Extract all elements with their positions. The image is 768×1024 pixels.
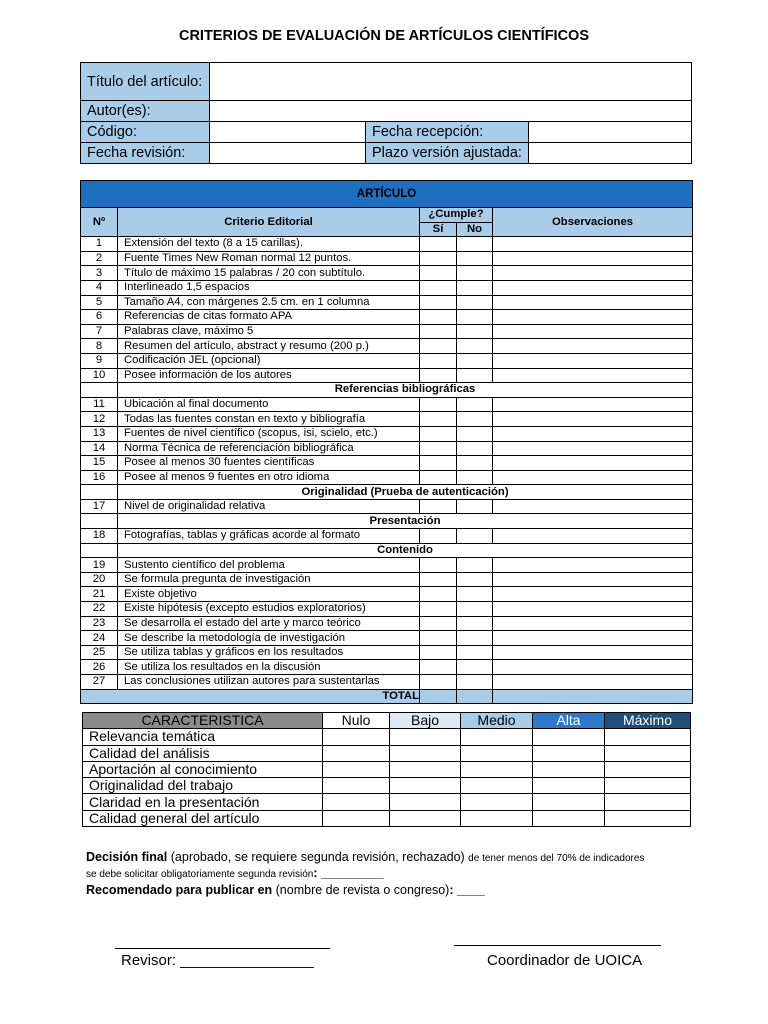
criteria-text: Fuente Times New Roman normal 12 puntos. bbox=[118, 251, 420, 266]
decision-final-text bbox=[86, 850, 696, 882]
criteria-number: 14 bbox=[81, 441, 118, 456]
no-cell[interactable] bbox=[457, 602, 493, 617]
criteria-number: 7 bbox=[81, 324, 118, 339]
observaciones-cell[interactable] bbox=[493, 602, 693, 617]
observaciones-cell[interactable] bbox=[493, 587, 693, 602]
criteria-text: Las conclusiones utilizan autores para sustentarlas bbox=[118, 675, 420, 690]
criteria-number: 8 bbox=[81, 339, 118, 354]
criteria-text: Existe objetivo bbox=[118, 587, 420, 602]
section-row bbox=[81, 485, 693, 500]
si-cell[interactable] bbox=[420, 558, 457, 573]
alta-cell[interactable] bbox=[533, 761, 605, 777]
criteria-number: 10 bbox=[81, 368, 118, 383]
plazo-field[interactable] bbox=[529, 143, 692, 164]
characteristic-label: Calidad general del artículo bbox=[83, 810, 323, 826]
no-cell[interactable] bbox=[457, 397, 493, 412]
no-cell[interactable] bbox=[457, 324, 493, 339]
criteria-text: Referencias de citas formato APA bbox=[118, 310, 420, 325]
criteria-row bbox=[81, 675, 693, 690]
bajo-cell[interactable] bbox=[390, 778, 461, 794]
criteria-number: 5 bbox=[81, 295, 118, 310]
characteristics-body bbox=[83, 729, 691, 827]
criteria-text: Todas las fuentes constan en texto y bibliografía bbox=[118, 412, 420, 427]
criteria-row bbox=[81, 295, 693, 310]
si-cell[interactable] bbox=[420, 499, 457, 514]
fecha-recepcion-field[interactable] bbox=[529, 122, 692, 143]
criteria-row bbox=[81, 645, 693, 660]
si-cell[interactable] bbox=[420, 529, 457, 544]
observaciones-cell[interactable] bbox=[493, 499, 693, 514]
criteria-row bbox=[81, 237, 693, 252]
criteria-row bbox=[81, 280, 693, 295]
criteria-number: 1 bbox=[81, 237, 118, 252]
characteristic-row bbox=[83, 778, 691, 794]
col-num-header: Nº bbox=[81, 208, 118, 237]
criteria-text: Se formula pregunta de investigación bbox=[118, 572, 420, 587]
observaciones-cell[interactable] bbox=[493, 470, 693, 485]
si-cell[interactable] bbox=[420, 631, 457, 646]
characteristic-row bbox=[83, 810, 691, 826]
criteria-text: Norma Técnica de referenciación bibliográfica bbox=[118, 441, 420, 456]
criteria-text: Palabras clave, máximo 5 bbox=[118, 324, 420, 339]
medio-cell[interactable] bbox=[461, 745, 533, 761]
nulo-cell[interactable] bbox=[323, 729, 390, 745]
observaciones-cell[interactable] bbox=[493, 660, 693, 675]
section-row bbox=[81, 514, 693, 529]
observaciones-cell[interactable] bbox=[493, 266, 693, 281]
no-cell[interactable] bbox=[457, 572, 493, 587]
si-cell[interactable] bbox=[420, 616, 457, 631]
criteria-number: 24 bbox=[81, 631, 118, 646]
decision-label: Decisión final bbox=[86, 850, 168, 864]
criteria-number: 11 bbox=[81, 397, 118, 412]
criteria-row bbox=[81, 412, 693, 427]
bajo-cell[interactable] bbox=[390, 761, 461, 777]
bajo-cell[interactable] bbox=[390, 794, 461, 810]
criteria-body bbox=[81, 237, 693, 689]
characteristics-table bbox=[82, 712, 691, 827]
col-no-header: No bbox=[457, 222, 493, 237]
criteria-text: Nivel de originalidad relativa bbox=[118, 499, 420, 514]
observaciones-cell[interactable] bbox=[493, 310, 693, 325]
bajo-header: Bajo bbox=[390, 713, 461, 729]
criteria-text: Posee al menos 30 fuentes científicas bbox=[118, 456, 420, 471]
criteria-text: Fuentes de nivel científico (scopus, isi, scielo, etc.) bbox=[118, 426, 420, 441]
observaciones-cell[interactable] bbox=[493, 675, 693, 690]
criteria-text: Se utiliza los resultados en la discusión bbox=[118, 660, 420, 675]
criteria-text: Título de máximo 15 palabras / 20 con subtítulo. bbox=[118, 266, 420, 281]
col-observaciones-header: Observaciones bbox=[493, 208, 693, 237]
observaciones-cell[interactable] bbox=[493, 412, 693, 427]
criteria-row bbox=[81, 310, 693, 325]
si-cell[interactable] bbox=[420, 324, 457, 339]
revisor-label: Revisor: ________________ bbox=[121, 952, 314, 969]
criteria-number: 17 bbox=[81, 499, 118, 514]
articulo-banner: ARTÍCULO bbox=[81, 181, 693, 208]
section-num-cell bbox=[81, 543, 118, 558]
no-cell[interactable] bbox=[457, 456, 493, 471]
criteria-number: 6 bbox=[81, 310, 118, 325]
no-cell[interactable] bbox=[457, 645, 493, 660]
decision-options: (aprobado, se requiere segunda revisión, rechazado) bbox=[167, 850, 469, 864]
observaciones-cell[interactable] bbox=[493, 441, 693, 456]
medio-cell[interactable] bbox=[461, 794, 533, 810]
recomendado-label: Recomendado para publicar en bbox=[86, 883, 273, 897]
col-cumple-header: ¿Cumple? bbox=[420, 208, 493, 223]
si-cell[interactable] bbox=[420, 441, 457, 456]
codigo-field[interactable] bbox=[210, 122, 366, 143]
criteria-text: Extensión del texto (8 a 15 carillas). bbox=[118, 237, 420, 252]
observaciones-cell[interactable] bbox=[493, 237, 693, 252]
observaciones-cell[interactable] bbox=[493, 529, 693, 544]
total-label: TOTAL bbox=[81, 689, 420, 704]
criteria-text: Codificación JEL (opcional) bbox=[118, 353, 420, 368]
criteria-text: Posee al menos 9 fuentes en otro idioma bbox=[118, 470, 420, 485]
criteria-row bbox=[81, 470, 693, 485]
nulo-header: Nulo bbox=[323, 713, 390, 729]
no-cell[interactable] bbox=[457, 237, 493, 252]
si-cell[interactable] bbox=[420, 368, 457, 383]
recomendado-blank[interactable]: : ____ bbox=[449, 883, 485, 897]
coordinador-label: Coordinador de UOICA bbox=[487, 952, 643, 969]
criteria-row bbox=[81, 368, 693, 383]
observaciones-cell[interactable] bbox=[493, 295, 693, 310]
observaciones-cell[interactable] bbox=[493, 324, 693, 339]
characteristic-row bbox=[83, 794, 691, 810]
titulo-label: Título del artículo: bbox=[81, 63, 210, 101]
no-cell[interactable] bbox=[457, 280, 493, 295]
si-cell[interactable] bbox=[420, 456, 457, 471]
col-si-header: Sí bbox=[420, 222, 457, 237]
si-cell[interactable] bbox=[420, 237, 457, 252]
titulo-field[interactable] bbox=[210, 63, 692, 101]
alta-cell[interactable] bbox=[533, 745, 605, 761]
no-cell[interactable] bbox=[457, 660, 493, 675]
characteristic-row bbox=[83, 745, 691, 761]
si-cell[interactable] bbox=[420, 397, 457, 412]
criteria-number: 15 bbox=[81, 456, 118, 471]
criteria-text: Se desarrolla el estado del arte y marco teórico bbox=[118, 616, 420, 631]
no-cell[interactable] bbox=[457, 426, 493, 441]
no-cell[interactable] bbox=[457, 470, 493, 485]
criteria-row bbox=[81, 441, 693, 456]
alta-cell[interactable] bbox=[533, 810, 605, 826]
no-cell[interactable] bbox=[457, 353, 493, 368]
no-cell[interactable] bbox=[457, 295, 493, 310]
criteria-row bbox=[81, 558, 693, 573]
criteria-text: Resumen del artículo, abstract y resumo (200 p.) bbox=[118, 339, 420, 354]
criteria-number: 13 bbox=[81, 426, 118, 441]
criteria-row bbox=[81, 631, 693, 646]
criteria-text: Tamaño A4, con márgenes 2.5 cm. en 1 columna bbox=[118, 295, 420, 310]
criteria-number: 26 bbox=[81, 660, 118, 675]
observaciones-cell[interactable] bbox=[493, 368, 693, 383]
autores-label: Autor(es): bbox=[81, 101, 210, 122]
decision-note-2: se debe solicitar obligatoriamente segunda revisión bbox=[86, 869, 314, 880]
recomendado-text bbox=[86, 883, 485, 897]
criteria-number: 25 bbox=[81, 645, 118, 660]
observaciones-cell[interactable] bbox=[493, 426, 693, 441]
criteria-number: 23 bbox=[81, 616, 118, 631]
alta-cell[interactable] bbox=[533, 778, 605, 794]
si-cell[interactable] bbox=[420, 310, 457, 325]
characteristic-label: Calidad del análisis bbox=[83, 745, 323, 761]
observaciones-cell[interactable] bbox=[493, 353, 693, 368]
criteria-number: 18 bbox=[81, 529, 118, 544]
nulo-cell[interactable] bbox=[323, 778, 390, 794]
no-cell[interactable] bbox=[457, 587, 493, 602]
col-criterio-header: Criterio Editorial bbox=[118, 208, 420, 237]
section-title: Contenido bbox=[118, 543, 693, 558]
criteria-table bbox=[80, 180, 693, 704]
maximo-cell[interactable] bbox=[605, 729, 691, 745]
criteria-number: 3 bbox=[81, 266, 118, 281]
no-cell[interactable] bbox=[457, 251, 493, 266]
medio-cell[interactable] bbox=[461, 778, 533, 794]
si-cell[interactable] bbox=[420, 339, 457, 354]
total-si-cell[interactable] bbox=[420, 689, 457, 704]
si-cell[interactable] bbox=[420, 295, 457, 310]
characteristic-label: Originalidad del trabajo bbox=[83, 778, 323, 794]
section-title: Originalidad (Prueba de autenticación) bbox=[118, 485, 693, 500]
section-num-cell bbox=[81, 514, 118, 529]
si-cell[interactable] bbox=[420, 470, 457, 485]
bajo-cell[interactable] bbox=[390, 729, 461, 745]
criteria-row bbox=[81, 397, 693, 412]
criteria-text: Ubicación al final documento bbox=[118, 397, 420, 412]
no-cell[interactable] bbox=[457, 266, 493, 281]
characteristic-label: Relevancia temática bbox=[83, 729, 323, 745]
no-cell[interactable] bbox=[457, 631, 493, 646]
criteria-number: 12 bbox=[81, 412, 118, 427]
criteria-number: 19 bbox=[81, 558, 118, 573]
criteria-number: 27 bbox=[81, 675, 118, 690]
maximo-cell[interactable] bbox=[605, 761, 691, 777]
observaciones-cell[interactable] bbox=[493, 456, 693, 471]
criteria-row bbox=[81, 529, 693, 544]
criteria-row bbox=[81, 616, 693, 631]
criteria-row bbox=[81, 456, 693, 471]
characteristic-label: Aportación al conocimiento bbox=[83, 761, 323, 777]
characteristic-row bbox=[83, 729, 691, 745]
criteria-row bbox=[81, 426, 693, 441]
nulo-cell[interactable] bbox=[323, 794, 390, 810]
criteria-text: Sustento científico del problema bbox=[118, 558, 420, 573]
section-title: Presentación bbox=[118, 514, 693, 529]
si-cell[interactable] bbox=[420, 251, 457, 266]
coordinador-signature-line bbox=[454, 945, 661, 946]
criteria-number: 21 bbox=[81, 587, 118, 602]
maximo-cell[interactable] bbox=[605, 794, 691, 810]
plazo-label: Plazo versión ajustada: bbox=[366, 143, 529, 164]
maximo-cell[interactable] bbox=[605, 778, 691, 794]
nulo-cell[interactable] bbox=[323, 810, 390, 826]
section-num-cell bbox=[81, 485, 118, 500]
criteria-number: 22 bbox=[81, 602, 118, 617]
bajo-cell[interactable] bbox=[390, 745, 461, 761]
no-cell[interactable] bbox=[457, 529, 493, 544]
si-cell[interactable] bbox=[420, 572, 457, 587]
criteria-number: 9 bbox=[81, 353, 118, 368]
criteria-text: Existe hipótesis (excepto estudios exploratorios) bbox=[118, 602, 420, 617]
no-cell[interactable] bbox=[457, 412, 493, 427]
observaciones-cell[interactable] bbox=[493, 645, 693, 660]
maximo-cell[interactable] bbox=[605, 745, 691, 761]
observaciones-cell[interactable] bbox=[493, 572, 693, 587]
page-title: CRITERIOS DE EVALUACIÓN DE ARTÍCULOS CIENTÍFICOS bbox=[178, 28, 590, 44]
criteria-row bbox=[81, 251, 693, 266]
total-observaciones-cell[interactable] bbox=[493, 689, 693, 704]
alta-cell[interactable] bbox=[533, 729, 605, 745]
alta-cell[interactable] bbox=[533, 794, 605, 810]
observaciones-cell[interactable] bbox=[493, 558, 693, 573]
codigo-label: Código: bbox=[81, 122, 210, 143]
total-row bbox=[81, 689, 693, 704]
criteria-row bbox=[81, 353, 693, 368]
no-cell[interactable] bbox=[457, 339, 493, 354]
section-row bbox=[81, 383, 693, 398]
no-cell[interactable] bbox=[457, 368, 493, 383]
si-cell[interactable] bbox=[420, 587, 457, 602]
no-cell[interactable] bbox=[457, 675, 493, 690]
si-cell[interactable] bbox=[420, 602, 457, 617]
observaciones-cell[interactable] bbox=[493, 397, 693, 412]
decision-blank[interactable]: : _________ bbox=[313, 866, 384, 880]
article-info-table bbox=[80, 62, 692, 164]
nulo-cell[interactable] bbox=[323, 745, 390, 761]
medio-header: Medio bbox=[461, 713, 533, 729]
autores-field[interactable] bbox=[210, 101, 692, 122]
si-cell[interactable] bbox=[420, 412, 457, 427]
fecha-revision-field[interactable] bbox=[210, 143, 366, 164]
si-cell[interactable] bbox=[420, 645, 457, 660]
caracteristica-header: CARACTERISTICA bbox=[83, 713, 323, 729]
fecha-recepcion-label: Fecha recepción: bbox=[366, 122, 529, 143]
si-cell[interactable] bbox=[420, 353, 457, 368]
maximo-cell[interactable] bbox=[605, 810, 691, 826]
section-title: Referencias bibliográficas bbox=[118, 383, 693, 398]
criteria-row bbox=[81, 587, 693, 602]
medio-cell[interactable] bbox=[461, 729, 533, 745]
revisor-signature-line bbox=[115, 948, 330, 949]
maximo-header: Máximo bbox=[605, 713, 691, 729]
alta-header: Alta bbox=[533, 713, 605, 729]
si-cell[interactable] bbox=[420, 266, 457, 281]
criteria-row bbox=[81, 324, 693, 339]
criteria-text: Se describe la metodología de investigación bbox=[118, 631, 420, 646]
criteria-number: 20 bbox=[81, 572, 118, 587]
no-cell[interactable] bbox=[457, 499, 493, 514]
medio-cell[interactable] bbox=[461, 810, 533, 826]
decision-note-1: de tener menos del 70% de indicadores bbox=[468, 853, 645, 864]
no-cell[interactable] bbox=[457, 310, 493, 325]
criteria-row bbox=[81, 602, 693, 617]
si-cell[interactable] bbox=[420, 426, 457, 441]
criteria-text: Interlineado 1,5 espacios bbox=[118, 280, 420, 295]
observaciones-cell[interactable] bbox=[493, 616, 693, 631]
no-cell[interactable] bbox=[457, 616, 493, 631]
si-cell[interactable] bbox=[420, 675, 457, 690]
observaciones-cell[interactable] bbox=[493, 631, 693, 646]
no-cell[interactable] bbox=[457, 558, 493, 573]
section-row bbox=[81, 543, 693, 558]
criteria-text: Se utiliza tablas y gráficos en los resultados bbox=[118, 645, 420, 660]
criteria-row bbox=[81, 660, 693, 675]
section-num-cell bbox=[81, 383, 118, 398]
criteria-number: 2 bbox=[81, 251, 118, 266]
characteristic-label: Claridad en la presentación bbox=[83, 794, 323, 810]
nulo-cell[interactable] bbox=[323, 761, 390, 777]
si-cell[interactable] bbox=[420, 660, 457, 675]
criteria-row bbox=[81, 499, 693, 514]
observaciones-cell[interactable] bbox=[493, 280, 693, 295]
criteria-row bbox=[81, 339, 693, 354]
recomendado-options: (nombre de revista o congreso) bbox=[272, 883, 450, 897]
criteria-row bbox=[81, 266, 693, 281]
bajo-cell[interactable] bbox=[390, 810, 461, 826]
observaciones-cell[interactable] bbox=[493, 251, 693, 266]
no-cell[interactable] bbox=[457, 441, 493, 456]
characteristic-row bbox=[83, 761, 691, 777]
criteria-row bbox=[81, 572, 693, 587]
criteria-number: 16 bbox=[81, 470, 118, 485]
criteria-text: Fotografías, tablas y gráficas acorde al formato bbox=[118, 529, 420, 544]
fecha-revision-label: Fecha revisión: bbox=[81, 143, 210, 164]
medio-cell[interactable] bbox=[461, 761, 533, 777]
observaciones-cell[interactable] bbox=[493, 339, 693, 354]
criteria-number: 4 bbox=[81, 280, 118, 295]
total-no-cell[interactable] bbox=[457, 689, 493, 704]
si-cell[interactable] bbox=[420, 280, 457, 295]
criteria-text: Posee información de los autores bbox=[118, 368, 420, 383]
